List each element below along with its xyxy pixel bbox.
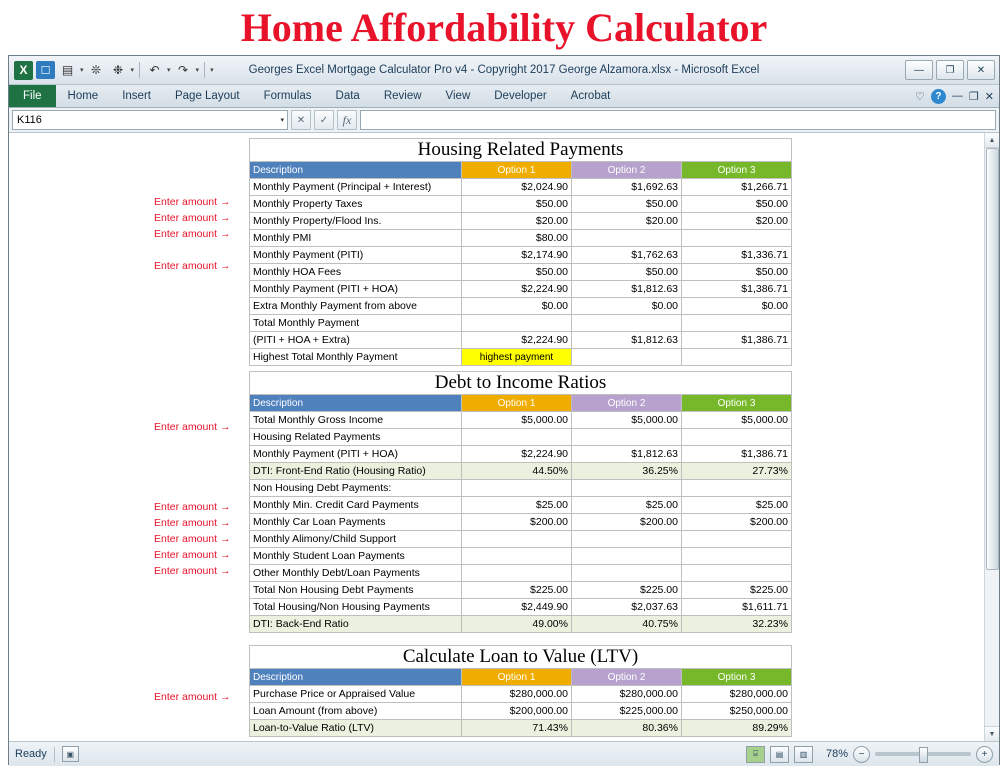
- tab-data[interactable]: Data: [335, 90, 360, 102]
- cell-value[interactable]: $1,611.71: [682, 599, 792, 616]
- cell-value[interactable]: [572, 480, 682, 497]
- scroll-up-icon[interactable]: ▲: [985, 133, 999, 148]
- calculator-table[interactable]: [249, 138, 792, 366]
- cell-value[interactable]: $25.00: [572, 497, 682, 514]
- cell-value[interactable]: $250,000.00: [682, 703, 792, 720]
- worksheet-grid[interactable]: [9, 133, 985, 741]
- table-row[interactable]: [250, 616, 792, 633]
- table-row[interactable]: [250, 230, 792, 247]
- calculator-table[interactable]: [249, 371, 792, 633]
- column-header: Option 3: [682, 669, 792, 686]
- row-label: Total Housing/Non Housing Payments: [250, 599, 462, 616]
- cell-value[interactable]: $225.00: [462, 582, 572, 599]
- table-row[interactable]: [250, 213, 792, 230]
- cell-value[interactable]: 89.29%: [682, 720, 792, 737]
- cell-value[interactable]: [682, 480, 792, 497]
- column-header: Option 3: [682, 395, 792, 412]
- table-row[interactable]: [250, 349, 792, 366]
- row-label: Extra Monthly Payment from above: [250, 298, 462, 315]
- print-caret-icon[interactable]: ▾: [80, 67, 84, 74]
- close-workbook-icon[interactable]: ✕: [984, 90, 994, 103]
- tab-page-layout[interactable]: Page Layout: [174, 90, 240, 102]
- row-label: DTI: Back-End Ratio: [250, 616, 462, 633]
- cell-value[interactable]: $25.00: [682, 497, 792, 514]
- table-header-row: [250, 162, 792, 179]
- enter-amount-label: Enter amount →: [154, 228, 231, 240]
- tab-view[interactable]: View: [445, 90, 471, 102]
- cell-value[interactable]: [572, 531, 682, 548]
- cell-value[interactable]: $2,224.90: [462, 281, 572, 298]
- cell-value[interactable]: $20.00: [682, 213, 792, 230]
- print-preview-icon[interactable]: ▤: [61, 63, 74, 77]
- table-row[interactable]: [250, 463, 792, 480]
- row-label: Monthly Payment (PITI + HOA): [250, 281, 462, 298]
- name-box-value: K116: [17, 114, 42, 126]
- cell-value[interactable]: [682, 315, 792, 332]
- table-row[interactable]: [250, 412, 792, 429]
- formula-bar: [9, 108, 999, 133]
- enter-formula-button[interactable]: ✓: [314, 110, 334, 130]
- cell-value[interactable]: [682, 531, 792, 548]
- column-header: Description: [250, 162, 462, 179]
- cell-value[interactable]: [572, 565, 682, 582]
- macro-record-icon[interactable]: ▣: [62, 746, 79, 762]
- row-label: Monthly Min. Credit Card Payments: [250, 497, 462, 514]
- status-bar: [9, 741, 999, 766]
- enter-amount-label: Enter amount →: [154, 260, 231, 272]
- cell-value[interactable]: 44.50%: [462, 463, 572, 480]
- cell-value[interactable]: $50.00: [682, 196, 792, 213]
- cell-value[interactable]: [462, 548, 572, 565]
- table-row[interactable]: [250, 315, 792, 332]
- cell-value[interactable]: $280,000.00: [682, 686, 792, 703]
- row-label: Monthly Property/Flood Ins.: [250, 213, 462, 230]
- table-row[interactable]: [250, 686, 792, 703]
- excel-logo-icon: X: [14, 61, 33, 80]
- tab-insert[interactable]: Insert: [122, 90, 151, 102]
- cell-value[interactable]: $5,000.00: [572, 412, 682, 429]
- minimize-ribbon-icon[interactable]: —: [951, 90, 963, 102]
- cell-value[interactable]: $200.00: [572, 514, 682, 531]
- calculator-block: [249, 645, 792, 737]
- scroll-down-icon[interactable]: ▼: [985, 726, 999, 741]
- table-row[interactable]: [250, 332, 792, 349]
- table-header-row: [250, 669, 792, 686]
- cell-value[interactable]: $2,224.90: [462, 446, 572, 463]
- qat-divider-2: [204, 62, 205, 78]
- row-label: Loan-to-Value Ratio (LTV): [250, 720, 462, 737]
- undo-icon[interactable]: ↶: [149, 63, 160, 77]
- undo-caret-icon[interactable]: ▾: [167, 67, 171, 74]
- cell-value[interactable]: $1,812.63: [572, 281, 682, 298]
- row-label: Monthly HOA Fees: [250, 264, 462, 281]
- cell-value[interactable]: $80.00: [462, 230, 572, 247]
- ribbon-right-controls: [915, 85, 994, 107]
- row-label: Monthly Payment (PITI + HOA): [250, 446, 462, 463]
- calculator-block: [249, 371, 792, 633]
- column-header: Option 3: [682, 162, 792, 179]
- table-row[interactable]: [250, 582, 792, 599]
- cell-value[interactable]: $200.00: [682, 514, 792, 531]
- tab-acrobat[interactable]: Acrobat: [570, 90, 611, 102]
- table-row[interactable]: [250, 247, 792, 264]
- cell-value[interactable]: highest payment: [462, 349, 572, 366]
- page-title: Home Affordability Calculator: [240, 5, 768, 50]
- minimize-button[interactable]: —: [905, 60, 933, 80]
- cancel-formula-button[interactable]: ✕: [291, 110, 311, 130]
- cell-value[interactable]: $1,812.63: [572, 332, 682, 349]
- cell-value[interactable]: $0.00: [462, 298, 572, 315]
- table-row[interactable]: [250, 196, 792, 213]
- enter-amount-label: Enter amount →: [154, 691, 231, 703]
- cell-value[interactable]: 36.25%: [572, 463, 682, 480]
- row-label: Total Non Housing Debt Payments: [250, 582, 462, 599]
- cell-value[interactable]: $5,000.00: [462, 412, 572, 429]
- block-title-row: [250, 646, 792, 669]
- zoom-level-label: 78%: [825, 748, 848, 760]
- worksheet-area: [9, 133, 999, 741]
- window-title: Georges Excel Mortgage Calculator Pro v4 - Copyright 2017 George Alzamora.xlsx - Microsoft Excel: [248, 64, 760, 76]
- table-row[interactable]: [250, 599, 792, 616]
- column-header: Option 1: [462, 669, 572, 686]
- ribbon-tab-bar: [9, 85, 999, 108]
- row-label: Monthly Car Loan Payments: [250, 514, 462, 531]
- row-label: Monthly Alimony/Child Support: [250, 531, 462, 548]
- row-label: Loan Amount (from above): [250, 703, 462, 720]
- tab-formulas[interactable]: Formulas: [263, 90, 312, 102]
- row-label: (PITI + HOA + Extra): [250, 332, 462, 349]
- cell-value[interactable]: 80.36%: [572, 720, 682, 737]
- page-layout-view-button[interactable]: ▤: [770, 746, 789, 763]
- row-label: Total Monthly Payment: [250, 315, 462, 332]
- table-row[interactable]: [250, 497, 792, 514]
- enter-amount-label: Enter amount →: [154, 549, 231, 561]
- cell-value[interactable]: $200,000.00: [462, 703, 572, 720]
- name-box-chevron-down-icon[interactable]: ▾: [280, 117, 284, 124]
- quick-access-toolbar: [9, 61, 214, 80]
- cell-value[interactable]: $1,386.71: [682, 332, 792, 349]
- cell-value[interactable]: [572, 315, 682, 332]
- help-icon[interactable]: ?: [931, 89, 946, 104]
- row-label: Monthly Payment (PITI): [250, 247, 462, 264]
- cell-value[interactable]: [572, 429, 682, 446]
- cell-value[interactable]: $225.00: [572, 582, 682, 599]
- cell-value[interactable]: $1,266.71: [682, 179, 792, 196]
- cell-value[interactable]: $0.00: [682, 298, 792, 315]
- table-row[interactable]: [250, 446, 792, 463]
- block-title: Calculate Loan to Value (LTV): [250, 646, 792, 669]
- cell-value[interactable]: $1,812.63: [572, 446, 682, 463]
- enter-amount-label: Enter amount →: [154, 212, 231, 224]
- table-row[interactable]: [250, 565, 792, 582]
- enter-amount-label: Enter amount →: [154, 501, 231, 513]
- table-row[interactable]: [250, 179, 792, 196]
- find-caret-icon[interactable]: ▾: [130, 67, 135, 74]
- column-header: Description: [250, 395, 462, 412]
- cell-value[interactable]: [462, 565, 572, 582]
- column-header: Option 2: [572, 395, 682, 412]
- block-title-row: [250, 139, 792, 162]
- close-button[interactable]: ✕: [967, 60, 995, 80]
- cell-value[interactable]: [462, 429, 572, 446]
- cell-value[interactable]: [682, 548, 792, 565]
- vertical-scrollbar[interactable]: [984, 133, 999, 741]
- table-row[interactable]: [250, 703, 792, 720]
- tab-developer[interactable]: Developer: [494, 90, 547, 102]
- cell-value[interactable]: $1,762.63: [572, 247, 682, 264]
- row-label: Other Monthly Debt/Loan Payments: [250, 565, 462, 582]
- restore-button[interactable]: ❐: [936, 60, 964, 80]
- smiley-icon[interactable]: ♡: [915, 90, 925, 103]
- cell-value[interactable]: 27.73%: [682, 463, 792, 480]
- cell-value[interactable]: 40.75%: [572, 616, 682, 633]
- cell-value[interactable]: $50.00: [572, 264, 682, 281]
- cell-value[interactable]: $2,024.90: [462, 179, 572, 196]
- cell-value[interactable]: $5,000.00: [682, 412, 792, 429]
- block-title-row: [250, 372, 792, 395]
- status-divider: [54, 747, 55, 762]
- qat-divider: [139, 62, 140, 78]
- restore-window-icon[interactable]: ❐: [968, 90, 979, 103]
- column-header: Option 1: [462, 395, 572, 412]
- cell-value[interactable]: [572, 230, 682, 247]
- zoom-in-button[interactable]: +: [976, 746, 993, 763]
- cell-value[interactable]: $20.00: [572, 213, 682, 230]
- enter-amount-label: Enter amount →: [154, 565, 231, 577]
- cell-value[interactable]: [572, 548, 682, 565]
- cell-value[interactable]: $200.00: [462, 514, 572, 531]
- cell-value[interactable]: $225.00: [682, 582, 792, 599]
- column-header: Option 2: [572, 669, 682, 686]
- cell-value[interactable]: [462, 315, 572, 332]
- cell-value[interactable]: $50.00: [462, 264, 572, 281]
- table-row[interactable]: [250, 429, 792, 446]
- cell-value[interactable]: [572, 349, 682, 366]
- title-bar: [9, 56, 999, 85]
- name-box[interactable]: [12, 110, 288, 130]
- table-row[interactable]: [250, 298, 792, 315]
- cell-value[interactable]: [462, 531, 572, 548]
- zoom-out-button[interactable]: −: [853, 746, 870, 763]
- cell-value[interactable]: $1,386.71: [682, 281, 792, 298]
- redo-caret-icon[interactable]: ▾: [195, 67, 200, 74]
- normal-view-button[interactable]: ⌸: [746, 746, 765, 763]
- cell-value[interactable]: $0.00: [572, 298, 682, 315]
- save-icon[interactable]: ☐: [36, 61, 55, 79]
- find-icon[interactable]: ❉: [112, 63, 124, 77]
- table-header-row: [250, 395, 792, 412]
- excel-window: [8, 55, 1000, 765]
- block-title: Housing Related Payments: [250, 139, 792, 162]
- row-label: Purchase Price or Appraised Value: [250, 686, 462, 703]
- cell-value[interactable]: $20.00: [462, 213, 572, 230]
- insert-function-icon[interactable]: fx: [337, 110, 357, 130]
- column-header: Option 1: [462, 162, 572, 179]
- status-right-controls: [746, 746, 993, 763]
- cell-value[interactable]: $50.00: [682, 264, 792, 281]
- cell-value[interactable]: $280,000.00: [462, 686, 572, 703]
- tab-review[interactable]: Review: [383, 90, 422, 102]
- cell-value[interactable]: [682, 565, 792, 582]
- table-row[interactable]: [250, 531, 792, 548]
- cell-value[interactable]: [682, 349, 792, 366]
- calculator-block: [249, 138, 792, 366]
- page-break-view-button[interactable]: ▥: [794, 746, 813, 763]
- column-header: Option 2: [572, 162, 682, 179]
- cell-value[interactable]: 71.43%: [462, 720, 572, 737]
- row-label: Monthly Payment (Principal + Interest): [250, 179, 462, 196]
- row-label: Monthly Property Taxes: [250, 196, 462, 213]
- cell-value[interactable]: $50.00: [572, 196, 682, 213]
- enter-amount-label: Enter amount →: [154, 196, 231, 208]
- cell-value[interactable]: $2,224.90: [462, 332, 572, 349]
- cell-value[interactable]: $1,336.71: [682, 247, 792, 264]
- row-label: Total Monthly Gross Income: [250, 412, 462, 429]
- cell-value[interactable]: $2,449.90: [462, 599, 572, 616]
- enter-amount-label: Enter amount →: [154, 421, 231, 433]
- calculator-table[interactable]: [249, 645, 792, 737]
- zoom-slider[interactable]: [875, 752, 971, 756]
- customize-qat-icon[interactable]: ▾: [210, 67, 214, 74]
- cell-value[interactable]: $50.00: [462, 196, 572, 213]
- cell-value[interactable]: [682, 429, 792, 446]
- cell-value[interactable]: [682, 230, 792, 247]
- cell-value[interactable]: [462, 480, 572, 497]
- table-row[interactable]: [250, 548, 792, 565]
- zoom-slider-thumb[interactable]: [919, 747, 928, 763]
- status-state: Ready: [15, 748, 47, 760]
- table-row[interactable]: [250, 514, 792, 531]
- table-row[interactable]: [250, 480, 792, 497]
- row-label: DTI: Front-End Ratio (Housing Ratio): [250, 463, 462, 480]
- enter-amount-label: Enter amount →: [154, 517, 231, 529]
- table-row[interactable]: [250, 281, 792, 298]
- cell-value[interactable]: $2,037.63: [572, 599, 682, 616]
- row-label: Non Housing Debt Payments:: [250, 480, 462, 497]
- row-label: Housing Related Payments: [250, 429, 462, 446]
- cell-value[interactable]: 49.00%: [462, 616, 572, 633]
- cell-value[interactable]: $280,000.00: [572, 686, 682, 703]
- scrollbar-thumb[interactable]: [986, 148, 999, 570]
- spelling-icon[interactable]: ❊: [90, 63, 102, 77]
- cell-value[interactable]: 32.23%: [682, 616, 792, 633]
- tab-file[interactable]: File: [9, 85, 56, 107]
- cell-value[interactable]: $1,386.71: [682, 446, 792, 463]
- window-controls: [905, 60, 995, 80]
- cell-value[interactable]: $2,174.90: [462, 247, 572, 264]
- cell-value[interactable]: $1,692.63: [572, 179, 682, 196]
- row-label: Monthly Student Loan Payments: [250, 548, 462, 565]
- block-title: Debt to Income Ratios: [250, 372, 792, 395]
- column-header: Description: [250, 669, 462, 686]
- enter-amount-label: Enter amount →: [154, 533, 231, 545]
- cell-value[interactable]: $25.00: [462, 497, 572, 514]
- table-row[interactable]: [250, 264, 792, 281]
- row-label: Monthly PMI: [250, 230, 462, 247]
- cell-value[interactable]: $225,000.00: [572, 703, 682, 720]
- redo-icon[interactable]: ↷: [178, 63, 189, 77]
- row-label: Highest Total Monthly Payment: [250, 349, 462, 366]
- tab-home[interactable]: Home: [67, 90, 99, 102]
- formula-input[interactable]: [360, 110, 996, 130]
- table-row[interactable]: [250, 720, 792, 737]
